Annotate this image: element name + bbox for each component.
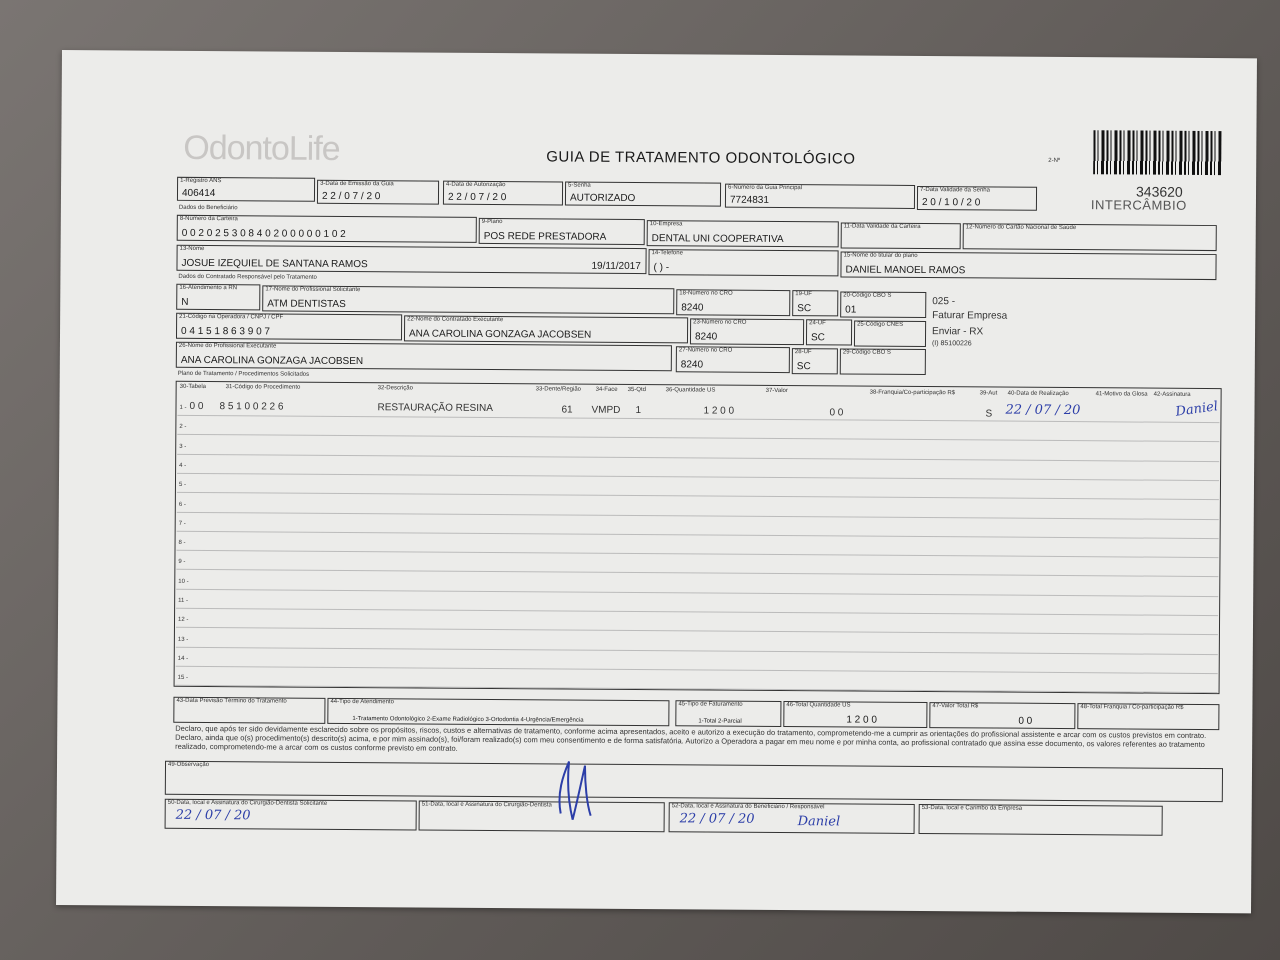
row-number: 13 - [177,636,189,643]
header-data: 40-Data de Realização [1007,390,1069,398]
row-number: 2 - [179,424,187,431]
field-observacao[interactable]: 49-Observação [165,761,1223,802]
header-franquia: 38-Franquia/Co-participação R$ [869,389,956,397]
field-plano[interactable]: 9-Plano POS REDE PRESTADORA [479,218,645,245]
field-tipo-atendimento[interactable]: 44-Tipo de Atendimento 1-Tratamento Odontológico 2-Exame Radiológico 3-Ortodontia 4-Urgência/Emergência [327,698,669,726]
dentist-signature-mark [547,753,608,827]
field-tipo-faturamento[interactable]: 45-Tipo de Faturamento 1-Total 2-Parcial [675,700,781,727]
via-label: 2-Nº [1048,157,1061,164]
barcode [1093,130,1221,175]
side-note-line1: 025 - [932,296,956,308]
field-prof-solicitante[interactable]: 17-Nome do Profissional Solicitante ATM DENTISTAS [262,285,674,314]
field-sig51[interactable]: 51-Data, local e Assinatura do Cirurgião-Dentista [419,801,665,833]
row1-qtd: 1 [635,405,642,417]
side-note-line4: (I) 85100226 [931,340,972,348]
row1-valor: 0 0 [829,407,844,419]
field-codigo-operadora[interactable]: 21-Código na Operadora / CNPJ / CPF 0 4 1 5 1 8 6 3 9 0 7 [176,313,402,341]
header-assinatura: 42-Assinatura [1153,391,1191,398]
field-sig53[interactable]: 53-Data, local e Carimbo da Empresa [919,804,1163,836]
field-total-us[interactable]: 46-Total Quantidade US 1 2 0 0 [783,701,927,728]
row-number: 6 - [178,501,186,508]
section-beneficiario: Dados do Beneficiário [178,204,238,212]
field-data-emissao[interactable]: 3-Data de Emissão da Guia 2 2 / 0 7 / 2 0 [317,180,439,205]
field-telefone[interactable]: 14-Telefone ( ) - [648,249,838,276]
field-cro-23[interactable]: 23-Número no CRO 8240 [690,318,804,345]
header-descricao: 32-Descrição [377,385,414,392]
field-titular[interactable]: 15-Nome do titular do plano DANIEL MANOEL RAMOS [840,251,1216,280]
row-number: 5 - [178,482,187,489]
field-uf-28[interactable]: 28-UF SC [792,348,838,374]
header-codigo: 31-Código do Procedimento [225,384,301,391]
row-number: 4 - [179,462,187,469]
header-glosa: 41-Motivo da Glosa [1095,391,1148,398]
section-contratado: Dados do Contratado Responsável pelo Tratamento [178,273,317,281]
field-sig50[interactable]: 50-Data, local e Assinatura do Cirurgião-Dentista Solicitante 22 / 07 / 20 [165,799,417,831]
declaration-text: Declaro, que após ter sido devidamente esclarecido sobre os propósitos, riscos, custos e alternativas de tratamento, conforme acima apresentados, aceito e autorizo a execução do tratamento, comprometendo-me a cumprir as orientações do profissional assistente e arcar com os custos previstos em contrato. Declaro, ainda que o(s) procedimento(s) descrito(s) acima, e por mim assinado(s), foi/foram realizado(s) com meu consentimento e de forma satisfatória. Autorizo a Operadora a pagar em meu nome e por minha conta, ao profissional contratado que assina esse documento, os valores referentes ao tratamento realizado, comprometendo-me a arcar com os custos conforme previsto em contrato. [175,723,1207,753]
field-numero-carteira[interactable]: 8-Número da Carteira 0 0 2 0 2 5 3 0 8 4 0 2 0 0 0 0 0 1 0 2 [177,215,477,243]
field-uf-19[interactable]: 19-UF SC [792,290,838,316]
field-prof-executante[interactable]: 26-Nome do Profissional Executante ANA CAROLINA GONZAGA JACOBSEN [176,342,672,371]
field-empresa[interactable]: 10-Empresa DENTAL UNI COOPERATIVA [647,220,839,247]
field-senha[interactable]: 5-Senha AUTORIZADO [565,182,721,207]
field-cro-27[interactable]: 27-Número no CRO 8240 [676,346,790,373]
row1-us: 1 2 0 0 [703,405,735,417]
header-us: 36-Quantidade US [665,387,716,394]
field-sig52[interactable]: 52-Data, local e Assinatura do Beneficiário / Responsável 22 / 07 / 20 Daniel [669,802,915,834]
field-validade-carteira[interactable]: 11-Data Validade da Carteira [841,222,961,249]
row-number: 15 - [177,675,188,682]
birth-date: 19/11/2017 [591,260,641,273]
field-cbo-20[interactable]: 20-Código CBO S 01 [840,291,926,318]
row-number: 11 - [178,597,189,604]
row1-codigo: 8 5 1 0 0 2 2 6 [219,401,284,413]
field-uf-24[interactable]: 24-UF SC [806,319,852,345]
guide-number: 343620 [1135,183,1183,200]
row1-aut: S [985,408,993,420]
header-aut: 39-Aut [979,390,998,397]
row-number: 14 - [177,655,189,662]
field-validade-senha[interactable]: 7-Data Validade da Senha 2 0 / 1 0 / 2 0 [917,186,1037,211]
header-tabela: 30-Tabela [179,383,207,391]
field-cartao-nacional[interactable]: 12-Número do Cartão Nacional de Saúde [963,223,1217,251]
field-contratado-executante[interactable]: 22-Nome do Contratado Executante ANA CAROLINA GONZAGA JACOBSEN [404,315,688,343]
field-valor-total[interactable]: 47-Valor Total R$ 0 0 [929,702,1075,729]
row1-dente: 61 [561,404,573,416]
row1-data-handwritten: 22 / 07 / 20 [1005,402,1081,419]
row-number: 10 - [178,578,189,585]
field-cro-18[interactable]: 18-Número no CRO 8240 [676,289,790,316]
header-face: 34-Face [595,386,618,393]
form-title: GUIA DE TRATAMENTO ODONTOLÓGICO [546,148,856,168]
row-number: 9 - [178,559,186,566]
row-number: 12 - [178,617,189,624]
side-note-line3: Enviar - RX [932,326,984,338]
field-data-autorizacao[interactable]: 4-Data de Autorização 2 2 / 0 7 / 2 0 [443,181,563,206]
dental-treatment-form [56,50,1257,913]
header-qtd: 35-Qtd [627,386,647,394]
row1-signature: Daniel [1174,399,1219,420]
row1-tabela: 0 0 [189,400,204,412]
field-total-franquia[interactable]: 48-Total Franquia / Co-participação R$ [1077,703,1219,730]
section-procedimentos: Plano de Tratamento / Procedimentos Solicitados [177,370,310,378]
row-number: 8 - [178,539,186,546]
field-nome[interactable]: 13-Nome JOSUE IZEQUIEL DE SANTANA RAMOS 19/11/2017 [176,245,646,274]
header-valor: 37-Valor [765,387,788,395]
field-registro-ans[interactable]: 1-Registro ANS 406414 [177,177,315,202]
row-number: 1 - [179,404,187,411]
header-dente: 33-Dente/Região [535,386,582,393]
odontolife-logo: OdontoLife [183,128,340,168]
side-note-line2: Faturar Empresa [932,310,1008,322]
row1-descricao: RESTAURAÇÃO RESINA [377,402,493,415]
row1-face: VMPD [591,404,621,416]
field-cbo-29[interactable]: 29-Código CBO S [840,348,926,375]
field-cnes[interactable]: 25-Código CNES [854,321,926,348]
row-number: 7 - [178,520,186,527]
field-atendimento-rn[interactable]: 16-Atendimento a RN N [176,284,260,311]
field-previsao[interactable]: 43-Data Previsão Término do Tratamento [173,697,325,724]
row-number: 3 - [179,443,187,450]
intercambio-label: INTERCÂMBIO [1090,197,1187,213]
field-guia-principal[interactable]: 6-Número da Guia Principal 7724831 [725,184,915,209]
